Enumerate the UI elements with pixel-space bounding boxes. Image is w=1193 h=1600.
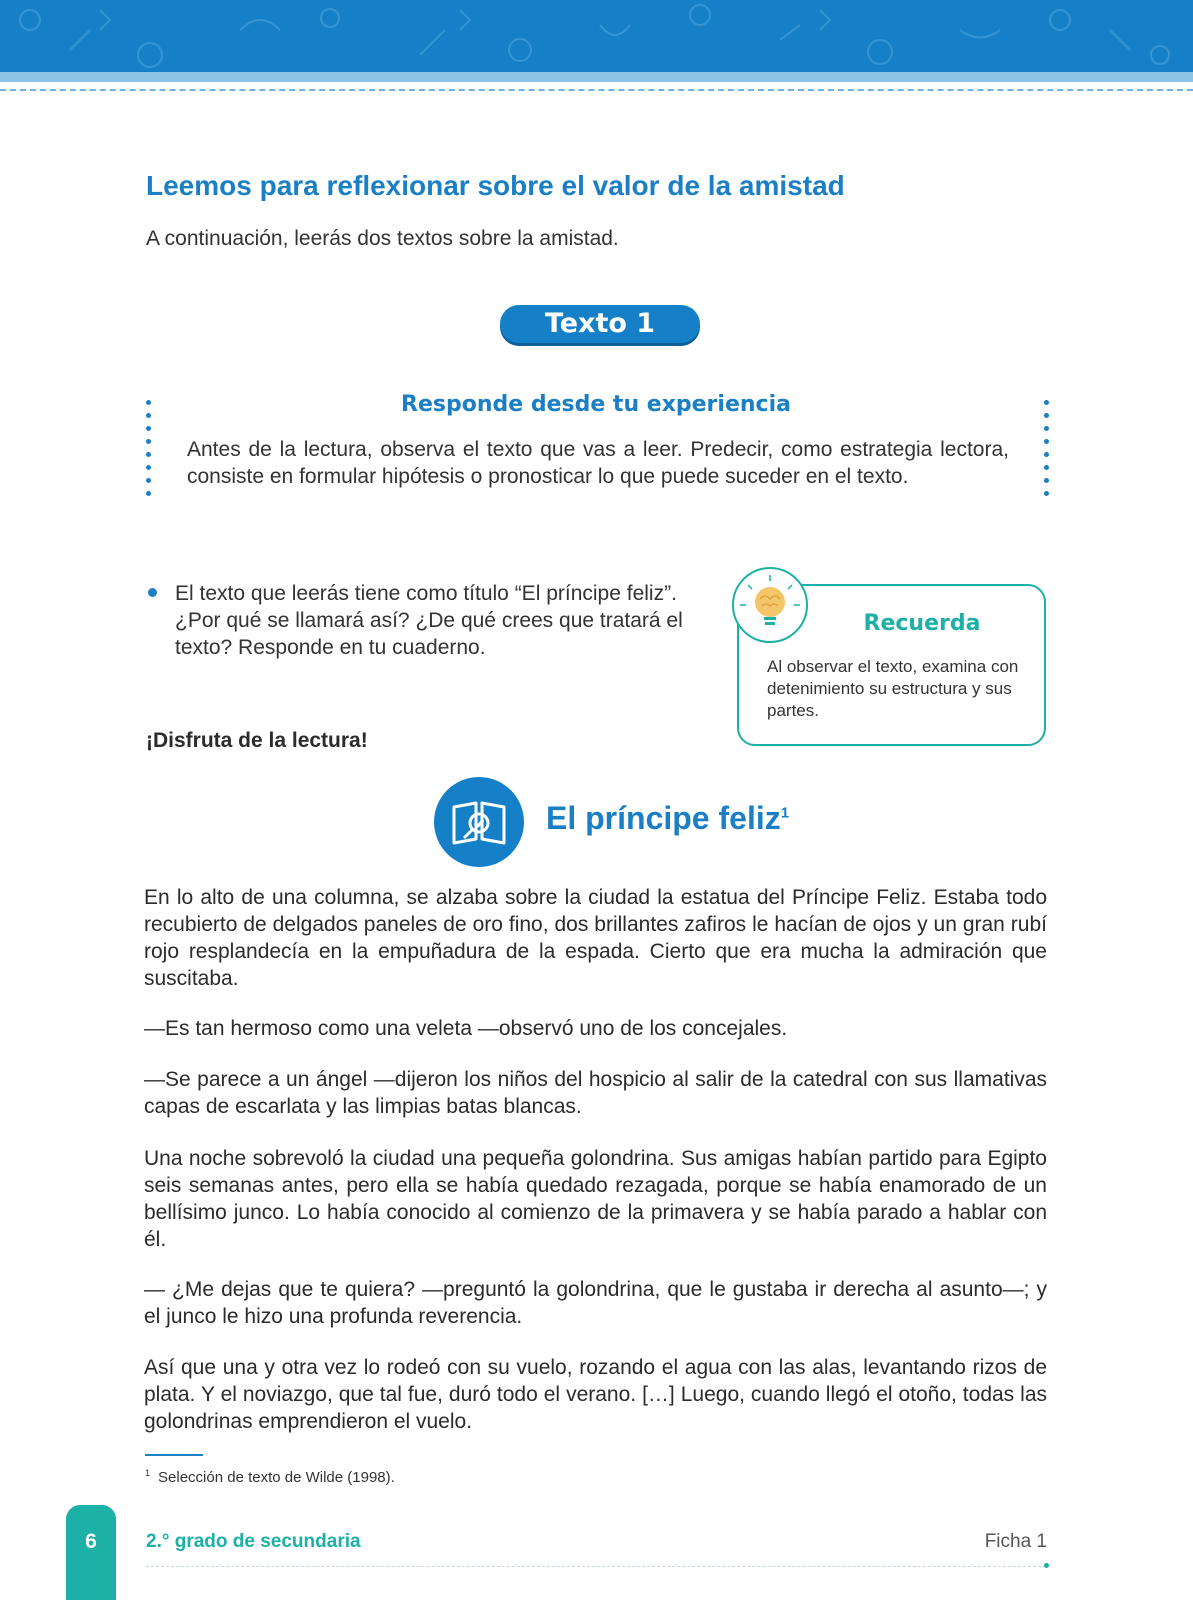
footnote: $^1$ Selección de texto de Wilde (1998). [145, 1468, 395, 1486]
footer-dashed-line [146, 1566, 1046, 1567]
footnote-ref: 1 [780, 804, 790, 822]
story-paragraph: — ¿Me dejas que te quiera? —preguntó la golondrina, que le gustaba ir derecha al asunto—; y el junco le hizo una profunda reverencia. [144, 1278, 1047, 1328]
header-pattern [0, 0, 1193, 72]
bullet-icon [148, 588, 157, 597]
story-title: El príncipe feliz$^1$ [546, 800, 790, 836]
recuerda-text: Al observar el texto, examina con detenimiento su estructura y sus partes. [767, 657, 1019, 720]
bullet-question: El texto que leerás tiene como título “El príncipe feliz”. ¿Por qué se llamará así? ¿De qué crees que tratará el texto? Responde en tu cuaderno. [175, 582, 683, 659]
footer-dot [1044, 1563, 1049, 1568]
section-intro: A continuación, leerás dos textos sobre la amistad. [146, 227, 619, 250]
header-band [0, 0, 1193, 72]
disfruta-text: ¡Disfruta de la lectura! [146, 729, 368, 752]
footnote-divider [145, 1454, 203, 1456]
lightbulb-brain-icon [732, 567, 808, 643]
texto-label: Texto 1 [500, 305, 700, 343]
section-title: Leemos para reflexionar sobre el valor de la amistad [146, 170, 845, 201]
story-paragraph: —Se parece a un ángel —dijeron los niños del hospicio al salir de la catedral con sus llamativas capas de escarlata y las limpias batas blancas. [144, 1068, 1047, 1118]
experiencia-body: Antes de la lectura, observa el texto que vas a leer. Predecir, como estrategia lectora, consiste en formular hipótesis o pronosticar lo que puede suceder en el texto. [187, 438, 1009, 488]
grade-label: 2.° grado de secundaria [146, 1531, 361, 1552]
story-paragraph: Así que una y otra vez lo rodeó con su vuelo, rozando el agua con las alas, levantando rizos de plata. Y el noviazgo, que tal fue, duró todo el verano. […] Luego, cuando llegó el otoño, todas las golondrinas emprendieron el vuelo. [144, 1356, 1047, 1433]
story-paragraph: En lo alto de una columna, se alzaba sobre la ciudad la estatua del Príncipe Feliz. Estaba todo recubierto de delgados paneles de oro fino, dos brillantes zafiros le hacían de ojos y un gran rubí rojo resplandecía en la empuñadura de la espada. Cierto que era mucha la admiración que suscitaba. [144, 886, 1047, 990]
book-magnifier-icon [434, 777, 524, 867]
recuerda-title: Recuerda [863, 611, 981, 636]
header-strip [0, 72, 1193, 82]
page-number: 6 [85, 1530, 97, 1553]
story-paragraph: —Es tan hermoso como una veleta —observó uno de los concejales. [144, 1017, 788, 1040]
story-paragraph: Una noche sobrevoló la ciudad una pequeña golondrina. Sus amigas habían partido para Egipto seis semanas antes, pero ella se había quedado rezagada, porque se había enamorado de un bellísimo junco. Lo había conocido al comienzo de la primavera y se había parado a hablar con él. [144, 1147, 1047, 1251]
header-dashed-line [0, 89, 1193, 91]
experiencia-title: Responde desde tu experiencia [401, 392, 791, 417]
ficha-label: Ficha 1 [984, 1531, 1047, 1552]
